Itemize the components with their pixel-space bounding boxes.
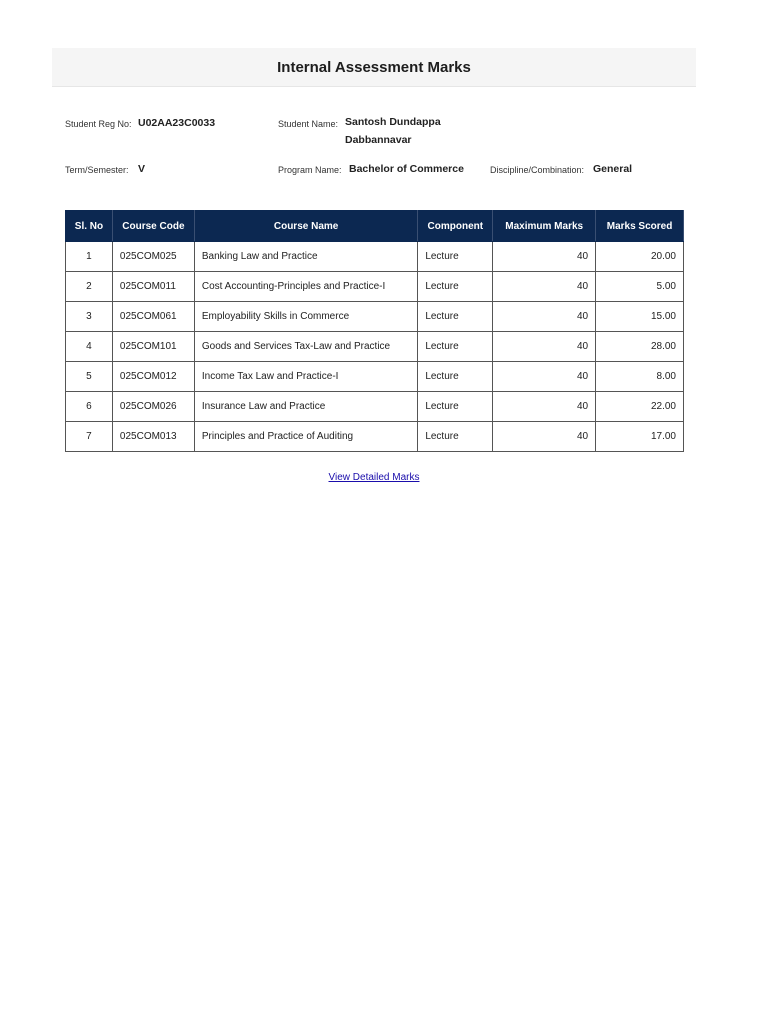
header-sl-no: Sl. No	[66, 211, 113, 242]
cell-sl-no: 4	[66, 332, 113, 362]
cell-sl-no: 5	[66, 362, 113, 392]
table-row	[66, 272, 684, 302]
page-title: Internal Assessment Marks	[277, 58, 471, 76]
title-bar	[52, 48, 696, 87]
cell-marks-scored: 15.00	[596, 302, 684, 332]
term-field	[65, 160, 129, 178]
cell-course-name: Cost Accounting-Principles and Practice-I	[194, 272, 417, 302]
cell-course-code: 025COM025	[112, 242, 194, 272]
cell-component: Lecture	[418, 422, 493, 452]
discipline-value-wrap	[593, 159, 632, 177]
header-course-code: Course Code	[112, 211, 194, 242]
cell-course-name: Income Tax Law and Practice-I	[194, 362, 417, 392]
cell-maximum-marks: 40	[493, 422, 596, 452]
cell-sl-no: 2	[66, 272, 113, 302]
table-row	[66, 392, 684, 422]
cell-maximum-marks: 40	[493, 392, 596, 422]
cell-maximum-marks: 40	[493, 242, 596, 272]
cell-course-name: Employability Skills in Commerce	[194, 302, 417, 332]
table-row	[66, 302, 684, 332]
term-value-wrap	[138, 159, 145, 177]
cell-component: Lecture	[418, 332, 493, 362]
cell-course-name: Insurance Law and Practice	[194, 392, 417, 422]
header-maximum-marks: Maximum Marks	[493, 211, 596, 242]
cell-maximum-marks: 40	[493, 302, 596, 332]
cell-marks-scored: 5.00	[596, 272, 684, 302]
header-marks-scored: Marks Scored	[596, 211, 684, 242]
table-row	[66, 422, 684, 452]
cell-sl-no: 1	[66, 242, 113, 272]
view-detailed-marks-link[interactable]: View Detailed Marks	[328, 472, 420, 483]
cell-component: Lecture	[418, 392, 493, 422]
program-value: Bachelor of Commerce	[349, 163, 464, 175]
cell-sl-no: 3	[66, 302, 113, 332]
table-row	[66, 242, 684, 272]
term-value: V	[138, 163, 146, 175]
cell-maximum-marks: 40	[493, 362, 596, 392]
table-row	[66, 362, 684, 392]
marks-table	[65, 210, 684, 452]
discipline-field	[490, 160, 584, 178]
cell-course-name: Goods and Services Tax-Law and Practice	[194, 332, 417, 362]
discipline-label: Discipline/Combination:	[490, 165, 585, 175]
cell-course-code: 025COM026	[112, 392, 194, 422]
cell-component: Lecture	[418, 302, 493, 332]
cell-course-name: Banking Law and Practice	[194, 242, 417, 272]
student-name-field	[278, 114, 338, 132]
cell-marks-scored: 20.00	[596, 242, 684, 272]
cell-component: Lecture	[418, 242, 493, 272]
cell-marks-scored: 28.00	[596, 332, 684, 362]
cell-maximum-marks: 40	[493, 332, 596, 362]
cell-component: Lecture	[418, 362, 493, 392]
discipline-value: General	[593, 163, 633, 175]
cell-sl-no: 7	[66, 422, 113, 452]
cell-course-code: 025COM012	[112, 362, 194, 392]
cell-course-code: 025COM011	[112, 272, 194, 302]
program-label: Program Name:	[278, 165, 342, 175]
cell-marks-scored: 17.00	[596, 422, 684, 452]
cell-marks-scored: 22.00	[596, 392, 684, 422]
cell-marks-scored: 8.00	[596, 362, 684, 392]
program-value-wrap	[349, 159, 464, 177]
table-row	[66, 332, 684, 362]
header-course-name: Course Name	[194, 211, 417, 242]
reg-no-label: Student Reg No:	[65, 119, 132, 129]
program-field	[278, 160, 342, 178]
reg-no-field	[65, 114, 132, 132]
cell-component: Lecture	[418, 272, 493, 302]
reg-no-value-wrap	[138, 113, 215, 131]
cell-course-code: 025COM101	[112, 332, 194, 362]
reg-no-value: U02AA23C0033	[138, 117, 216, 129]
cell-course-name: Principles and Practice of Auditing	[194, 422, 417, 452]
cell-course-code: 025COM061	[112, 302, 194, 332]
term-label: Term/Semester:	[65, 165, 129, 175]
table-header-row	[66, 211, 684, 242]
header-component: Component	[418, 211, 493, 242]
cell-maximum-marks: 40	[493, 272, 596, 302]
student-name-value: Santosh Dundappa Dabbannavar	[345, 116, 441, 146]
cell-sl-no: 6	[66, 392, 113, 422]
detailed-marks-link-wrap	[0, 472, 748, 483]
cell-course-code: 025COM013	[112, 422, 194, 452]
student-name-label: Student Name:	[278, 119, 339, 129]
